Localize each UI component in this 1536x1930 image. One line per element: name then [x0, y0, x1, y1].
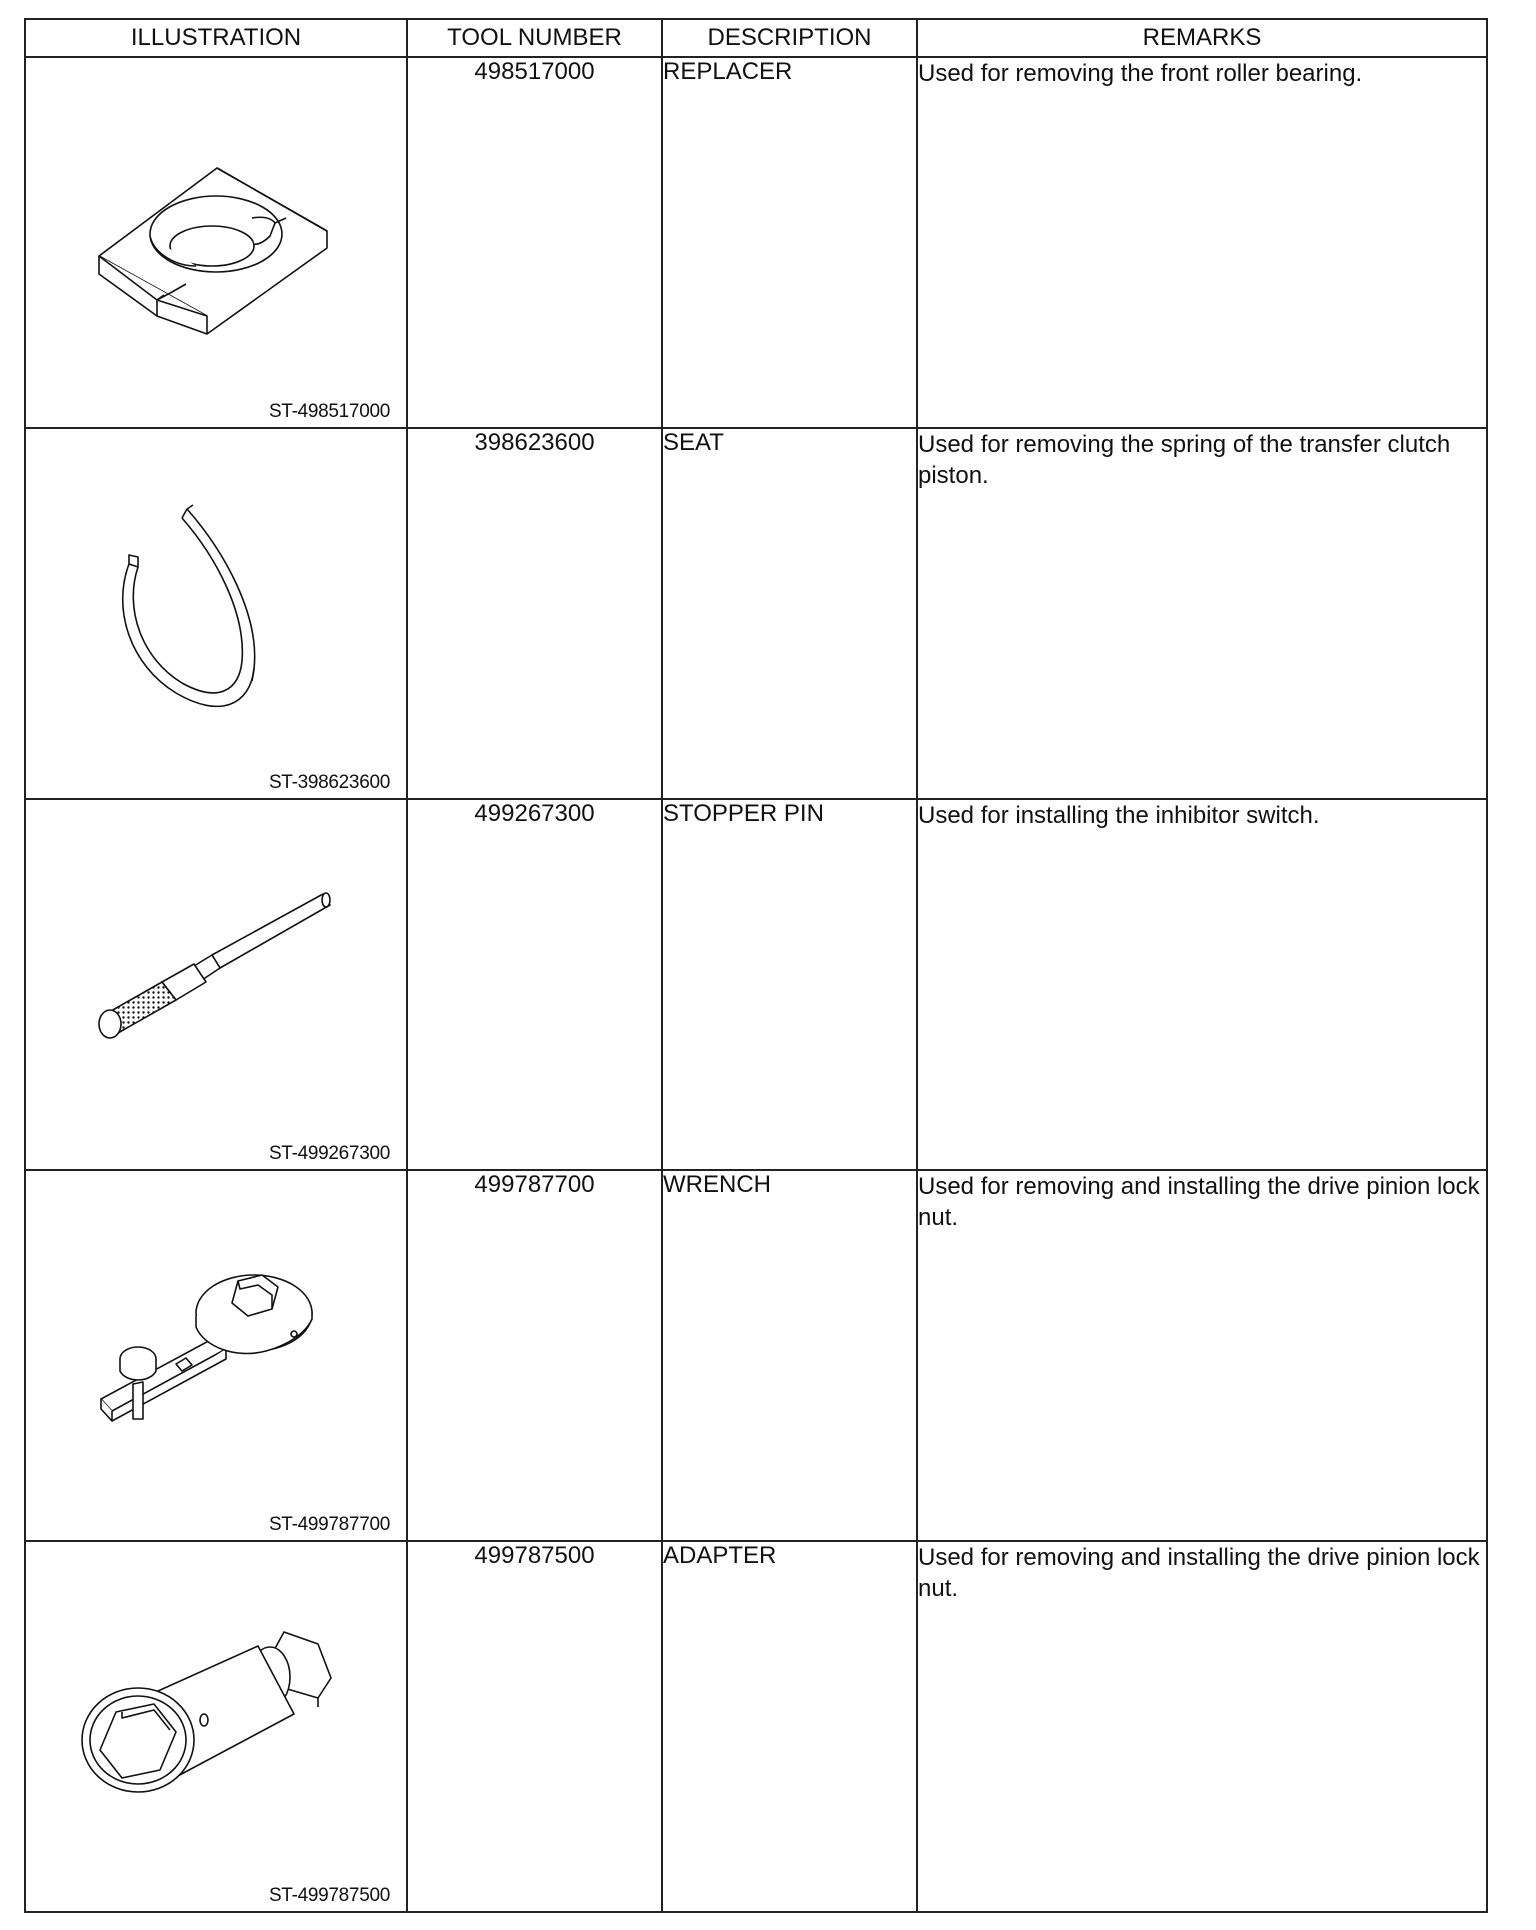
header-illustration: ILLUSTRATION [25, 19, 407, 57]
remarks: Used for removing the spring of the transfer clutch piston. [917, 428, 1487, 799]
tool-number: 499267300 [407, 799, 662, 1170]
illustration-caption: ST-499267300 [268, 1143, 390, 1164]
description: WRENCH [662, 1170, 917, 1541]
illustration-cell [25, 799, 407, 1170]
illustration-cell [25, 57, 407, 428]
illustration-caption: ST-499787700 [268, 1514, 390, 1535]
illustration-caption: ST-499787500 [268, 1885, 390, 1906]
tool-number: 498517000 [407, 57, 662, 428]
header-tool-number: TOOL NUMBER [407, 19, 662, 57]
adapter-socket-icon [26, 1542, 406, 1911]
stopper-pin-icon [26, 800, 406, 1169]
illustration-cell [25, 1170, 407, 1541]
table-row [25, 799, 1487, 1170]
description: STOPPER PIN [662, 799, 917, 1170]
illustration-cell [25, 1541, 407, 1912]
wrench-icon [26, 1171, 406, 1540]
description: ADAPTER [662, 1541, 917, 1912]
table-row [25, 1541, 1487, 1912]
remarks: Used for installing the inhibitor switch. [917, 799, 1487, 1170]
table-row [25, 1170, 1487, 1541]
description: REPLACER [662, 57, 917, 428]
illustration-caption: ST-398623600 [268, 772, 390, 793]
replacer-icon [26, 58, 406, 427]
table-row [25, 57, 1487, 428]
description: SEAT [662, 428, 917, 799]
tool-number: 499787700 [407, 1170, 662, 1541]
seat-ring-icon [26, 429, 406, 798]
remarks: Used for removing and installing the drive pinion lock nut. [917, 1541, 1487, 1912]
tool-number: 398623600 [407, 428, 662, 799]
header-remarks: REMARKS [917, 19, 1487, 57]
remarks: Used for removing the front roller bearing. [917, 57, 1487, 428]
table-row [25, 428, 1487, 799]
header-row [25, 19, 1487, 57]
illustration-caption: ST-498517000 [268, 401, 390, 422]
tool-number: 499787500 [407, 1541, 662, 1912]
illustration-cell [25, 428, 407, 799]
header-description: DESCRIPTION [662, 19, 917, 57]
special-tools-table [24, 18, 1488, 1913]
remarks: Used for removing and installing the drive pinion lock nut. [917, 1170, 1487, 1541]
